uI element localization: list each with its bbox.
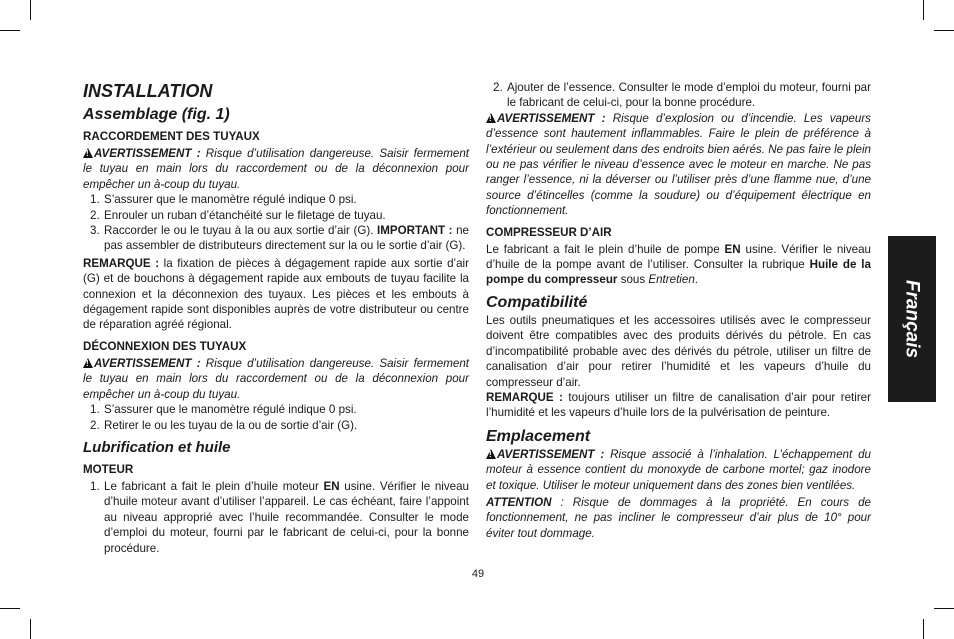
crop-mark [30,0,31,20]
compatibilite-text: Les outils pneumatiques et les accessoires utilisés avec le compresseur doivent être compatibles avec des produits dérivés du pétrole. En cas d’incompatibilité probable avec des dérivés du pétrole, utiliser un filtre de canalisation d’air pour retirer l’humidité et les vapeurs d’huile du compresseur d’air. [486,313,871,389]
crop-mark [0,608,20,609]
remarque-text: la fixation de pièces à dégagement rapide aux sortie d’air (G) et de bouchons à dégagement rapide aux embouts de tuyau facilite la connexion et la déconnexion des tuyaux. Les pièces et les embouts à dégagement rapide sont disponibles auprès de votre distributeur ou centre de réparation agréé régional. [83,256,469,332]
warning-label: AVERTISSEMENT : [497,111,606,125]
text-run: sous [617,273,649,287]
heading-emplacement: Emplacement [486,427,591,445]
heading-assemblage: Assemblage (fig. 1) [83,106,230,123]
heading-lubrification: Lubrification et huile [83,438,231,456]
list-item: 1. S’assurer que le manomètre régulé indique 0 psi. [90,403,357,417]
warning-text: Risque associé à l’inhalation. L’échappement du moteur à essence contient du monoxyde de carbone mortel; gaz inodore et toxique. Utiliser le moteur uniquement dans des zones bien ventilées. [486,447,871,492]
warning-label: AVERTISSEMENT : [94,147,201,160]
raccordement-steps [83,192,469,254]
warning-icon [83,148,93,158]
text-bold: Huile de la pompe du compresseur [486,258,871,287]
heading-installation: INSTALLATION [83,81,213,101]
raccordement-title: RACCORDEMENT DES TUYAUX [83,130,260,143]
moteur-title: MOTEUR [83,462,134,476]
moteur-steps [83,479,469,556]
text-run: usine. Vérifier le niveau d’huile de la pompe avant de l’utiliser. Consulter la rubrique [486,242,872,272]
step-text: Retirer le ou les tuyau de la ou de sortie d’air (G). [104,418,358,432]
page-number: 49 [471,568,485,580]
list-item: 2. Ajouter de l’essence. Consulter le mode d’emploi du moteur, fourni par le fabricant de celui-ci, pour la bonne procédure. [493,81,871,110]
warning-icon [83,358,93,368]
compatibilite-remarque [486,390,871,421]
warning-label: AVERTISSEMENT : [94,356,201,370]
warning-icon [486,449,496,459]
list-item: 2. Enrouler un ruban d’étanchéité sur le filetage de tuyau. [90,208,386,222]
text-italic: Entretien [648,273,695,287]
list-item: 1. Le fabricant a fait le plein d’huile moteur EN usine. Vérifier le niveau d’huile moteur avant d’utiliser l’appareil. Le cas échéant, faire l’appoint au niveau approprié avec l’huile recommandée. Consulter le mode d’emploi du moteur, fourni par le fabricant de celui-ci, pour la bonne procédure. [90,479,470,555]
step-text: Enrouler un ruban d’étanchéité sur le filetage de tuyau. [104,208,386,222]
list-item: 1. S’assurer que le manomètre régulé indique 0 psi. [90,193,357,207]
language-tab-label: Français [901,279,923,359]
important-label: IMPORTANT : [377,224,453,238]
left-column [83,80,469,556]
warning-label: AVERTISSEMENT : [497,447,605,461]
attention-text: : Risque de dommages à la propriété. En cours de fonctionnement, ne pas incliner le compresseur d’air plus de 10° pour éviter tout dommage. [486,495,871,540]
crop-mark [923,0,924,20]
remarque-label: REMARQUE : [83,256,160,270]
deconnexion-steps [83,402,469,433]
essence-warning [486,111,871,219]
compresseur-text [486,242,871,288]
step-text: usine. Vérifier le niveau d’huile moteur avant d’utiliser l’appareil. Le cas échéant, faire l’appoint au niveau approprié avec l’huile recommandée. Consulter le mode d’emploi du moteur, fourni par le fabricant de celui-ci, pour la bonne procédure. [104,479,470,555]
heading-compatibilite: Compatibilité [486,293,588,311]
deconnexion-title: DÉCONNEXION DES TUYAUX [83,339,247,353]
step-bold: EN [323,479,340,493]
crop-mark [923,619,924,639]
crop-mark [934,30,954,31]
step-text: Raccorder le ou le tuyau à la ou aux sortie d’air (G). [104,224,378,238]
crop-mark [0,30,20,31]
crop-mark [934,608,954,609]
warning-icon [486,113,496,123]
moteur-steps-continued [486,80,871,111]
text-run: . [694,273,699,287]
emplacement-warning [486,447,871,493]
warning-text: Risque d’utilisation dangereuse. Saisir fermement le tuyau en main lors du raccordement ou de la déconnexion pour empêcher un à-coup du tuyau. [83,356,469,401]
step-text: S’assurer que le manomètre régulé indique 0 psi. [104,193,357,207]
compresseur-title: COMPRESSEUR D’AIR [486,225,612,239]
text-bold: EN [724,242,741,256]
raccordement-warning [83,146,469,192]
crop-mark [30,619,31,639]
warning-text: Risque d’utilisation dangereuse. Saisir fermement le tuyau en main lors du raccordement ou de la déconnexion pour empêcher un à-coup du tuyau. [83,147,469,191]
warning-text: Risque d’explosion ou d’incendie. Les vapeurs d’essence sont hautement inflammables. Faire le plein de préférence à l’extérieur ou seulement dans des endroits bien aérés. Ne pas faire le plein ou ne pas vérifier le niveau d’essence avec le moteur en marche. Ne pas ranger l’essence, ni la déverser ou l’utiliser près d’une flamme nue, d’une source d’étincelles (comme la soudure) ou d’équipement électrique en fonctionnement. [486,111,871,218]
list-item: 2. Retirer le ou les tuyau de la ou de sortie d’air (G). [90,418,358,432]
language-tab [888,236,936,402]
list-item: 3. Raccorder le ou le tuyau à la ou aux sortie d’air (G). IMPORTANT : ne pas assembler de distributeurs directement sur la ou le sortie d’air (G). [90,224,470,253]
remarque-label: REMARQUE : [486,390,563,404]
step-text: S’assurer que le manomètre régulé indique 0 psi. [104,403,357,417]
important-text: ne pas assembler de distributeurs directement sur la ou le sortie d’air (G). [104,224,470,253]
step-text: Le fabricant a fait le plein d’huile moteur [104,479,324,493]
step-text: Ajouter de l’essence. Consulter le mode d’emploi du moteur, fourni par le fabricant de celui-ci, pour la bonne procédure. [507,81,871,110]
right-column [486,80,871,541]
remarque [83,256,469,333]
remarque-text: toujours utiliser un filtre de canalisation d’air pour retirer l’humidité et les vapeurs d’huile lors de la pulvérisation de peinture. [486,390,871,420]
attention-label: ATTENTION [486,495,552,509]
deconnexion-warning [83,356,469,402]
text-run: Le fabricant a fait le plein d’huile de pompe [486,242,725,256]
attention-note [486,495,871,541]
